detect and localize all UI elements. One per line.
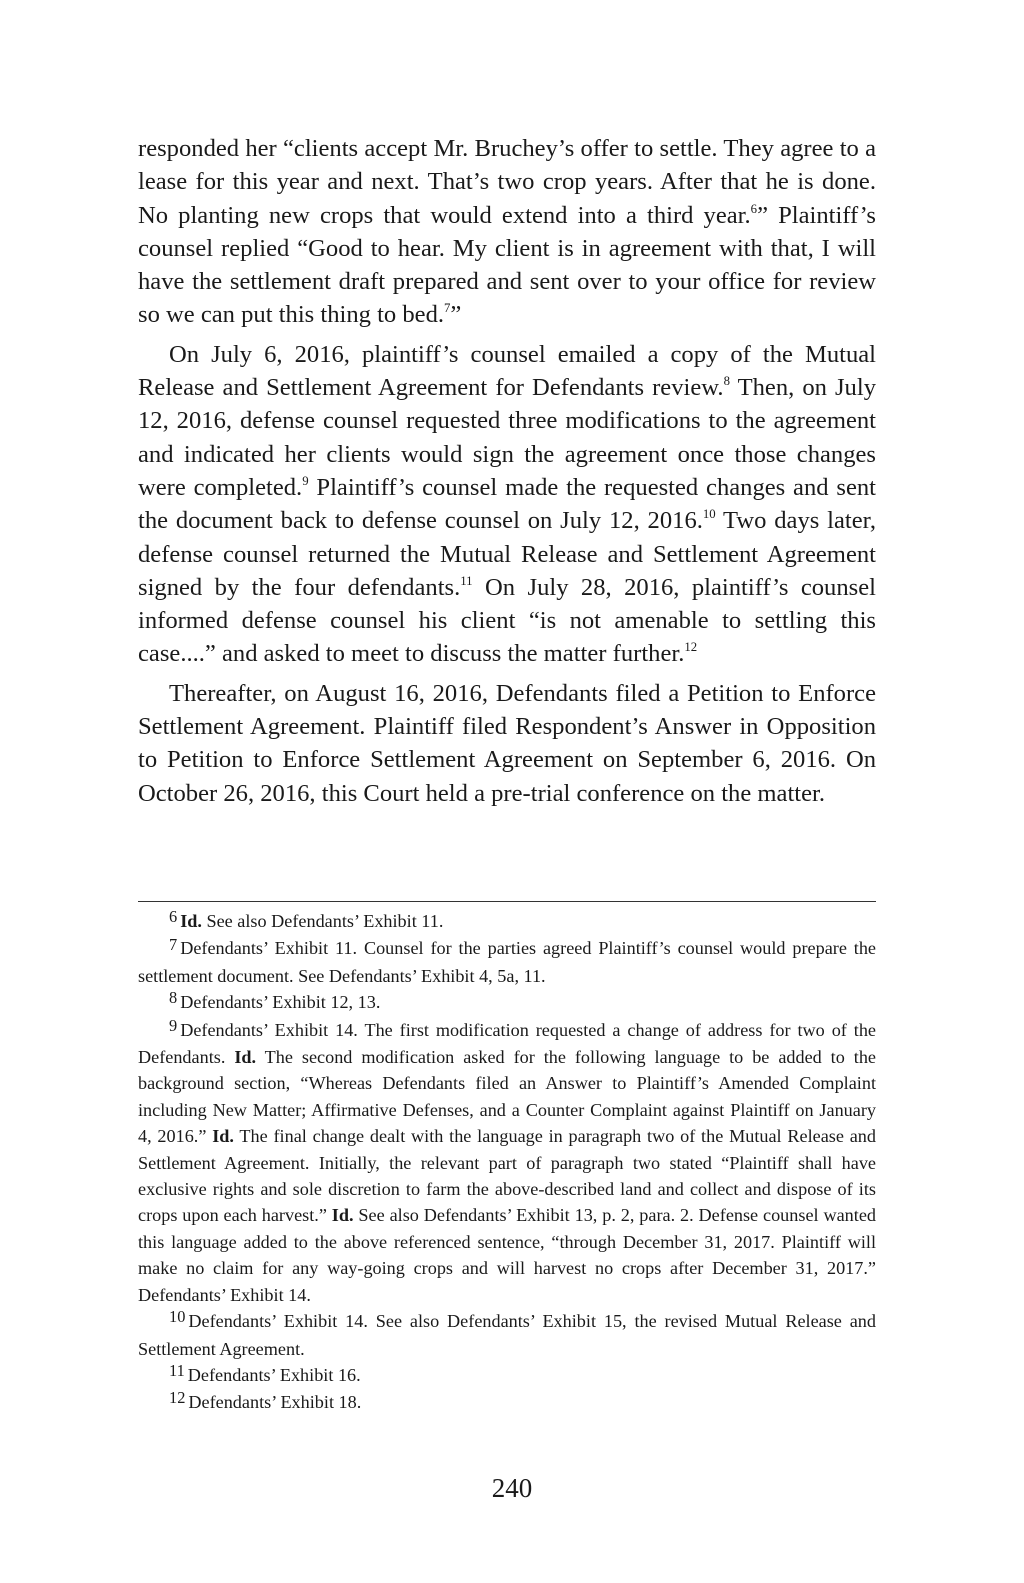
footnote-ref-9[interactable]: 9 <box>302 474 309 488</box>
footnote-number: 12 <box>169 1388 186 1408</box>
footnote-number: 8 <box>169 988 178 1008</box>
footnote-6: 6 Id. See also Defendants’ Exhibit 11. <box>169 907 444 931</box>
footnote-ref-12[interactable]: 12 <box>684 640 698 655</box>
paragraph-continued: responded her “clients accept Mr. Bruchey’s offer to settle. They agree to a lease for this year and next. That’s two crop years. After that he is done. No planting new crops that would extend into a third year.$^6$” Plaintiff’s counsel replied “Good to hear. My client is in agreement with that, I will have the settlement draft prepared and sent over to your office for review so we can put this thing to bed.$^7$” <box>138 135 877 329</box>
footnote-8: 8 Defendants’ Exhibit 12, 13. <box>169 988 381 1013</box>
footnote-10: 10 Defendants’ Exhibit 14. See also Defendants’ Exhibit 15, the revised Mutual Release and Settlement Agreement. <box>138 1307 876 1359</box>
footnote-11: 11 Defendants’ Exhibit 16. <box>169 1361 361 1385</box>
footnote-number: 9 <box>169 1015 178 1035</box>
footnote-7: 7 Defendants’ Exhibit 11. Counsel for the parties agreed Plaintiff’s counsel would prepare the settlement document. See Defendants’ Exhibit 4, 5a, 11. <box>138 934 876 986</box>
footnote-ref-6[interactable]: 6 <box>750 201 758 216</box>
paragraph-procedural-history: Thereafter, on August 16, 2016, Defendants filed a Petition to Enforce Settlement Agreement. Plaintiff filed Respondent’s Answer in Opposition to Petition to Enforce Settlement Agreement on September 6, 2016. On October 26, 2016, this Court held a pre-trial conference on the matter. <box>138 679 876 807</box>
footnote-number: 11 <box>169 1361 185 1380</box>
footnote-12: 12 Defendants’ Exhibit 18. <box>169 1388 362 1413</box>
footnote-ref-10[interactable]: 10 <box>702 507 716 522</box>
paragraph-settlement-history: On July 6, 2016, plaintiff’s counsel emailed a copy of the Mutual Release and Settlement Agreement for Defendants review.$^8$ Then, on July 12, 2016, defense counsel requested three modifications to the agreement and indicated her clients would sign the agreement once those changes were completed.$^9$ Plaintiff’s counsel made the requested changes and sent the document back to defense counsel on July 12, 2016.10 Two days later, defense counsel returned the Mutual Release and Settlement Agreement signed by the four defendants.$^{11}$ On July 28, 2016, plaintiff’s counsel informed defense counsel his client “is not amenable to settling this case....” and asked to meet to discuss the matter further.$^{12}$ <box>138 340 877 668</box>
footnote-number: 6 <box>169 907 178 927</box>
footnote-ref-8[interactable]: 8 <box>723 374 730 389</box>
page-number: 240 <box>491 1473 533 1503</box>
footnote-ref-11[interactable]: 11 <box>460 573 473 588</box>
body-text <box>138 132 876 810</box>
footnotes <box>138 908 876 1417</box>
footnote-9: 9 Defendants’ Exhibit 14. The first modification requested a change of address for two of the Defendants. Id. The second modification asked for the following language to be added to the background section, “Whereas Defendants filed an Answer to Plaintiff’s Amended Complaint including New Matter; Affirmative Defenses, and a Counter Complaint against Plaintiff on January 4, 2016.” Id. The final change dealt with the language in paragraph two of the Mutual Release and Settlement Agreement. Initially, the relevant part of paragraph two stated “Plaintiff shall have exclusive rights and sole discretion to farm the above-described land and collect and dispose of its crops upon each harvest.” Id. See also Defendants’ Exhibit 13, p. 2, para. 2. Defense counsel wanted this language added to the above referenced sentence, “through December 31, 2017. Plaintiff will make no claim for any way-going crops and will harvest no crops after December 31, 2017.” Defendants’ Exhibit 14. <box>138 1015 876 1305</box>
footnote-ref-7[interactable]: 7 <box>444 301 451 316</box>
footnote-number: 10 <box>169 1307 186 1327</box>
footnote-divider <box>138 901 876 902</box>
footnote-number: 7 <box>169 934 178 954</box>
